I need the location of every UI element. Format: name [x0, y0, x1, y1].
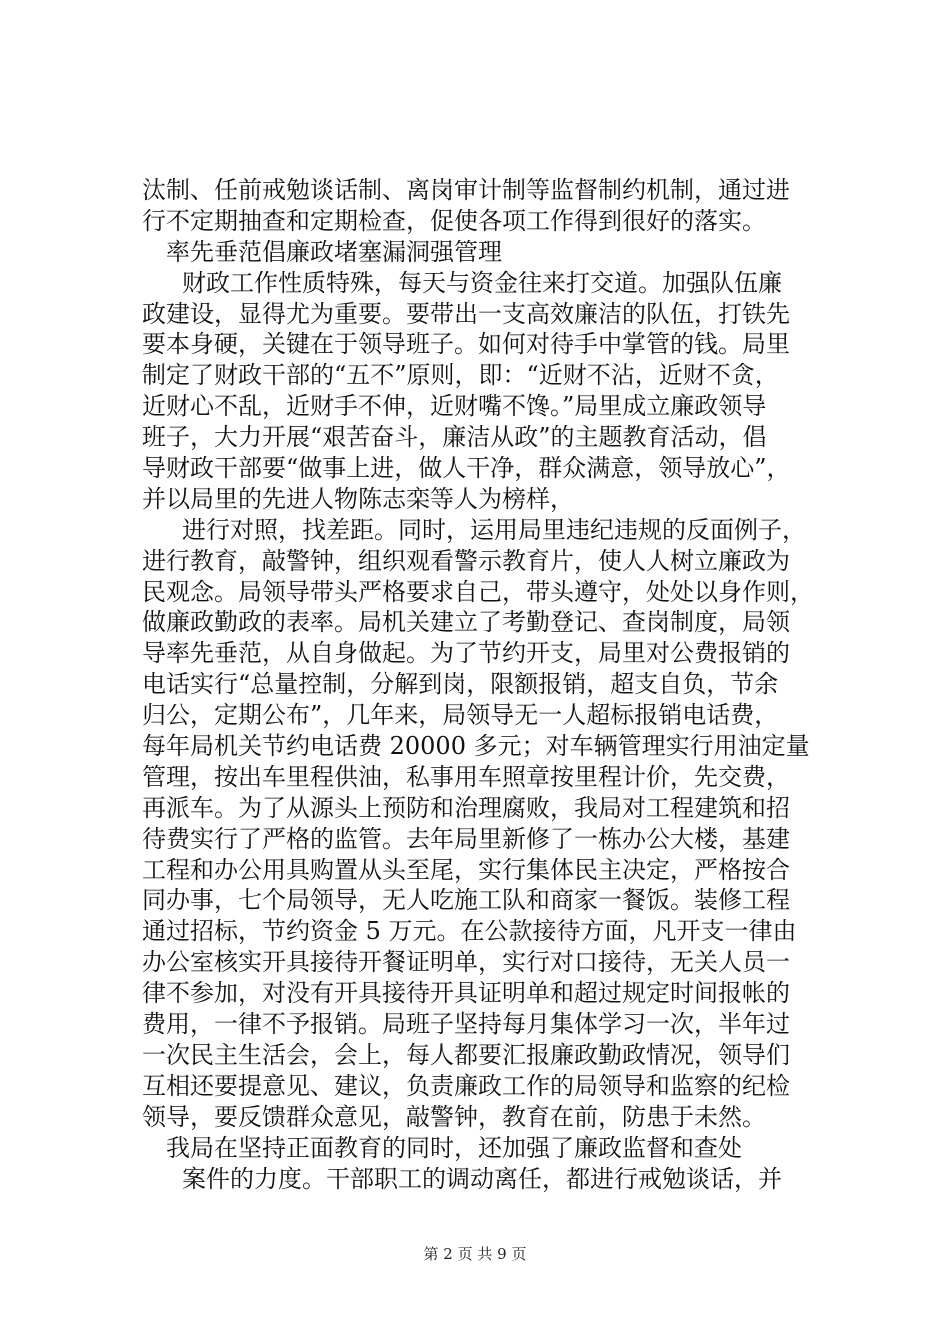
text-line: 管理，按出车里程供油，私事用车照章按里程计价，先交费， [142, 762, 790, 791]
text-line: 进行教育，敲警钟，组织观看警示教育片，使人人树立廉政为 [142, 546, 790, 575]
text-line: 率先垂范倡廉政堵塞漏洞强管理 [166, 237, 502, 266]
text-line: 做廉政勤政的表率。局机关建立了考勤登记、查岗制度，局领 [142, 608, 790, 637]
text-line: 归公，定期公布”，几年来，局领导无一人超标报销电话费， [142, 701, 779, 730]
text-line: 同办事，七个局领导，无人吃施工队和商家一餐饭。装修工程 [142, 886, 790, 915]
text-line: 民观念。局领导带头严格要求自己，带头遵守，处处以身作则， [142, 577, 814, 606]
text-line: 互相还要提意见、建议，负责廉政工作的局领导和监察的纪检 [142, 1071, 790, 1100]
text-line: 办公室核实开具接待开餐证明单，实行对口接待，无关人员一 [142, 948, 790, 977]
text-line: 领导，要反馈群众意见，敲警钟，教育在前，防患于未然。 [142, 1102, 766, 1131]
text-line: 财政工作性质特殊，每天与资金往来打交道。加强队伍廉 [182, 268, 782, 297]
text-line: 导财政干部要“做事上进，做人干净，群众满意，领导放心”， [142, 454, 791, 483]
text-line: 一次民主生活会，会上，每人都要汇报廉政勤政情况，领导们 [142, 1040, 790, 1069]
text-line: 待费实行了严格的监管。去年局里新修了一栋办公大楼，基建 [142, 824, 790, 853]
text-line: 每年局机关节约电话费 20000 多元；对车辆管理实行用油定量 [142, 732, 810, 761]
text-line: 通过招标，节约资金 5 万元。在公款接待方面，凡开支一律由 [142, 917, 797, 946]
text-line: 并以局里的先进人物陈志栾等人为榜样， [142, 484, 574, 513]
text-line: 我局在坚持正面教育的同时，还加强了廉政监督和查处 [166, 1133, 742, 1162]
page-footer: 第 2 页 共 9 页 [423, 1245, 527, 1263]
text-line: 制定了财政干部的“五不”原则，即：“近财不沾，近财不贪， [142, 361, 779, 390]
text-line: 行不定期抽查和定期检查，促使各项工作得到很好的落实。 [142, 206, 766, 235]
text-line: 费用，一律不予报销。局班子坚持每月集体学习一次，半年过 [142, 1010, 790, 1039]
text-line: 班子，大力开展“艰苦奋斗，廉洁从政”的主题教育活动，倡 [142, 423, 767, 452]
document-body [142, 175, 832, 1194]
text-line: 工程和办公用具购置从头至尾，实行集体民主决定，严格按合 [142, 855, 790, 884]
text-line: 近财心不乱，近财手不伸，近财嘴不馋。”局里成立廉政领导 [142, 392, 767, 421]
text-line: 汰制、任前戒勉谈话制、离岗审计制等监督制约机制，通过进 [142, 176, 790, 204]
text-line: 再派车。为了从源头上预防和治理腐败，我局对工程建筑和招 [142, 793, 790, 822]
text-line: 政建设，显得尤为重要。要带出一支高效廉洁的队伍，打铁先 [142, 299, 790, 328]
text-line: 进行对照，找差距。同时，运用局里违纪违规的反面例子， [182, 515, 806, 544]
text-line: 电话实行“总量控制，分解到岗，限额报销，超支自负，节余 [142, 670, 779, 699]
text-line: 案件的力度。干部职工的调动离任，都进行戒勉谈话，并 [182, 1164, 782, 1193]
text-line: 导率先垂范，从自身做起。为了节约开支，局里对公费报销的 [142, 639, 790, 668]
text-line: 要本身硬，关键在于领导班子。如何对待手中掌管的钱。局里 [142, 330, 790, 359]
text-line: 律不参加，对没有开具接待开具证明单和超过规定时间报帐的 [142, 979, 790, 1008]
